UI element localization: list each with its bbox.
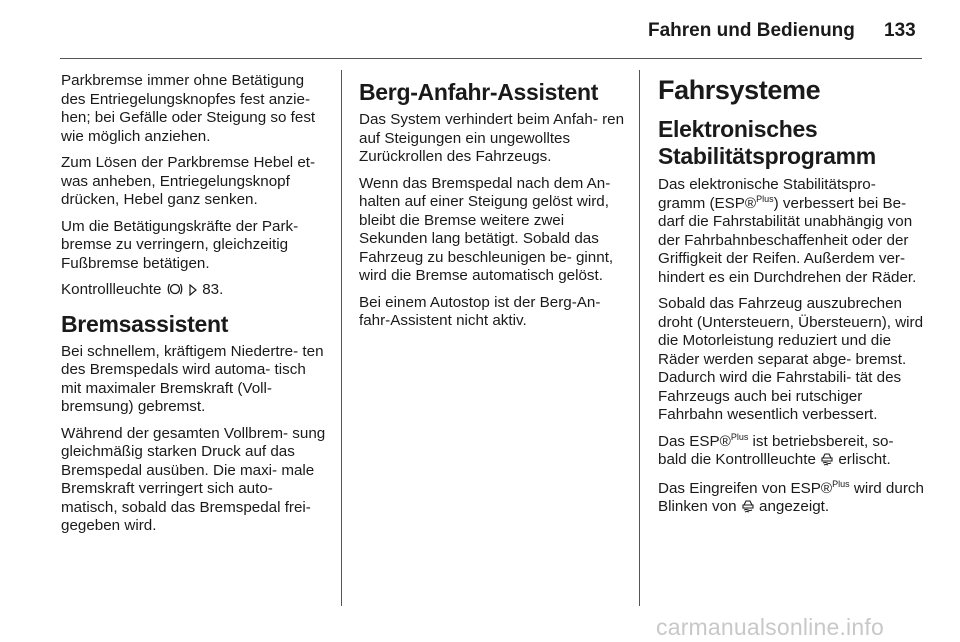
paragraph: Um die Betätigungskräfte der Park- bremse zu verringern, gleichzeitig Fußbremse betätigen. (61, 217, 299, 272)
column-divider (341, 70, 342, 606)
column-3 (658, 74, 924, 527)
section-heading: Elektronisches Stabilitätsprogramm (658, 116, 876, 169)
watermark: carmanualsonline.info (656, 614, 884, 640)
paragraph-text: Das ESP® (658, 432, 731, 450)
page-reference-arrow-icon (188, 283, 198, 302)
superscript: Plus (730, 431, 749, 442)
paragraph: Sobald das Fahrzeug auszubrechen droht (Untersteuern, Übersteuern), wird die Motorleistung reduziert und die Räder werden separat abge- bremst. Dadurch wird die Fahrstabili- tät des Fahrzeugs auch bei rutschiger Fahrbahn wesentlich verbessert. (658, 295, 924, 423)
paragraph (658, 433, 924, 472)
header-title: Fahren und Bedienung (648, 20, 855, 41)
paragraph (658, 176, 924, 287)
paragraph-text: wird durch Blinken von (658, 479, 924, 515)
parking-brake-warning-icon (166, 282, 184, 302)
paragraph-text: Das Eingreifen von ESP® (658, 479, 833, 497)
esp-skid-car-icon (820, 452, 834, 472)
paragraph-text: Das elektronische Stabilitätspro- gramm (ESP® (658, 176, 876, 212)
page-reference: 83. (202, 281, 224, 298)
page-header (0, 0, 960, 58)
chapter-heading: Fahrsysteme (658, 75, 821, 105)
esp-skid-car-icon (741, 499, 755, 519)
column-1 (61, 72, 329, 544)
paragraph: Bei einem Autostop ist der Berg-An- fahr-Assistent nicht aktiv. (359, 293, 601, 329)
paragraph-text: ist betriebsbereit, so- bald die Kontrollleuchte (658, 432, 894, 468)
paragraph: Zum Lösen der Parkbremse Hebel et- was anheben, Entriegelungsknopf drücken, Hebel ganz senken. (61, 154, 316, 208)
paragraph (658, 480, 924, 519)
section-heading: Berg-Anfahr-Assistent (359, 79, 599, 105)
superscript: Plus (832, 478, 850, 489)
paragraph: Während der gesamten Vollbrem- sung gleichmäßig starken Druck auf das Bremspedal ausüben. Die maxi- male Bremskraft verringert sich auto- matisch, sobald das Bremspedal frei- gegeben wird. (61, 424, 326, 534)
paragraph: Das System verhindert beim Anfah- ren auf Steigungen ein ungewolltes Zurückrollen des Fahrzeugs. (359, 111, 625, 165)
superscript: Plus (756, 193, 774, 204)
paragraph-text: ) verbessert bei Be- darf die Fahrstabilität unabhängig von der Fahrbahnbeschaffenheit oder der Griffigkeit der Reifen. Außerdem ver- hindert es ein Durchdrehen der Räder. (658, 194, 917, 286)
paragraph-text: Kontrollleuchte (61, 281, 162, 298)
column-divider (639, 70, 640, 606)
section-heading: Bremsassistent (61, 310, 229, 337)
paragraph: Bei schnellem, kräftigem Niedertre- ten des Bremspedals wird automa- tisch mit maximaler Bremskraft (Voll- bremsung) gebremst. (61, 342, 324, 415)
paragraph-text: erlischt. (838, 451, 891, 468)
paragraph-text: angezeigt. (759, 498, 830, 515)
paragraph (61, 281, 329, 302)
column-2 (359, 78, 631, 339)
header-rule (60, 58, 922, 59)
paragraph: Wenn das Bremspedal nach dem An- halten auf einer Steigung gelöst wird, bleibt die Bremse weitere zwei Sekunden lang betätigt. Sobald das Fahrzeug zu beschleunigen be- ginnt, wird die Bremse automatisch gelöst. (359, 174, 614, 284)
page-number: 133 (884, 20, 916, 41)
paragraph: Parkbremse immer ohne Betätigung des Entriegelungsknopfes fest anzie- hen; bei Gefälle oder Steigung so fest wie möglich anziehen. (61, 72, 316, 145)
